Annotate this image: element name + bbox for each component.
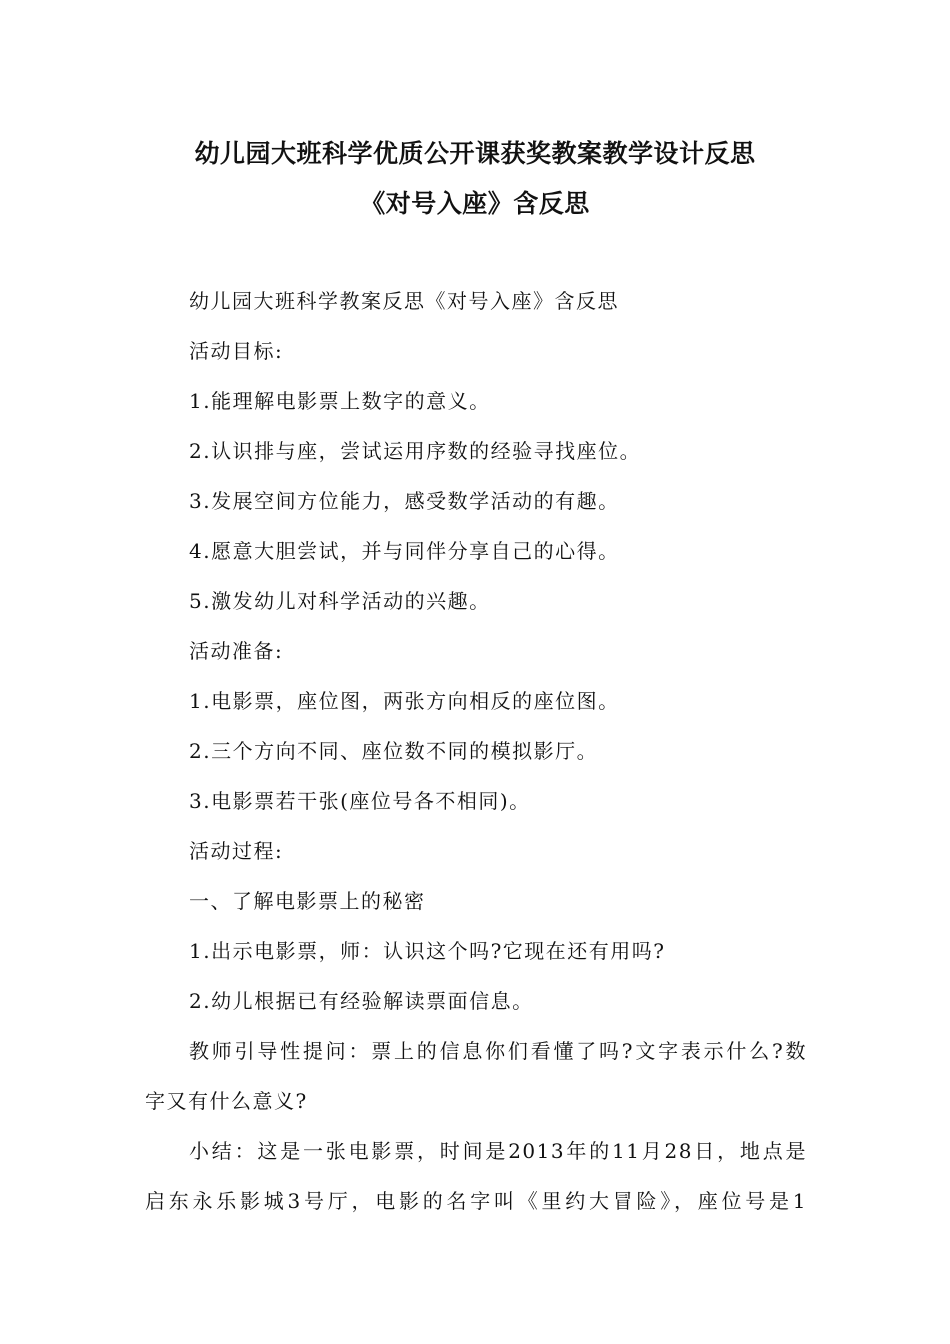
list-item: 3.发展空间方位能力，感受数学活动的有趣。 xyxy=(189,489,620,513)
list-item: 2.三个方向不同、座位数不同的模拟影厅。 xyxy=(189,739,599,763)
list-item: 1.电影票，座位图，两张方向相反的座位图。 xyxy=(189,689,620,713)
list-item: 5.激发幼儿对科学活动的兴趣。 xyxy=(189,589,491,613)
list-item: 1.能理解电影票上数字的意义。 xyxy=(189,389,491,413)
list-item: 4.愿意大胆尝试，并与同伴分享自己的心得。 xyxy=(189,539,620,563)
document-body xyxy=(145,282,807,1232)
paragraph-subtitle: 幼儿园大班科学教案反思《对号入座》含反思 xyxy=(189,289,619,313)
list-item: 1.出示电影票，师：认识这个吗?它现在还有用吗? xyxy=(189,939,666,963)
paragraph-line: 小结：这是一张电影票，时间是2013年的11月28日，地点是 xyxy=(189,1139,807,1163)
list-item: 3.电影票若干张(座位号各不相同)。 xyxy=(189,789,531,813)
document-title-line-2: 《对号入座》含反思 xyxy=(360,189,590,218)
paragraph-line: 教师引导性提问：票上的信息你们看懂了吗?文字表示什么?数 xyxy=(189,1039,807,1063)
section-heading: 一、了解电影票上的秘密 xyxy=(189,889,426,913)
paragraph-line: 字又有什么意义? xyxy=(145,1089,308,1113)
list-item: 2.认识排与座，尝试运用序数的经验寻找座位。 xyxy=(189,439,642,463)
paragraph-line: 启东永乐影城3号厅，电影的名字叫《里约大冒险》，座位号是1 xyxy=(145,1189,807,1213)
list-item: 2.幼儿根据已有经验解读票面信息。 xyxy=(189,989,534,1013)
heading-activity-preparation: 活动准备: xyxy=(189,639,284,663)
heading-activity-process: 活动过程: xyxy=(189,839,284,863)
heading-activity-goals: 活动目标: xyxy=(189,339,284,363)
document-title-line-1: 幼儿园大班科学优质公开课获奖教案教学设计反思 xyxy=(194,139,756,168)
